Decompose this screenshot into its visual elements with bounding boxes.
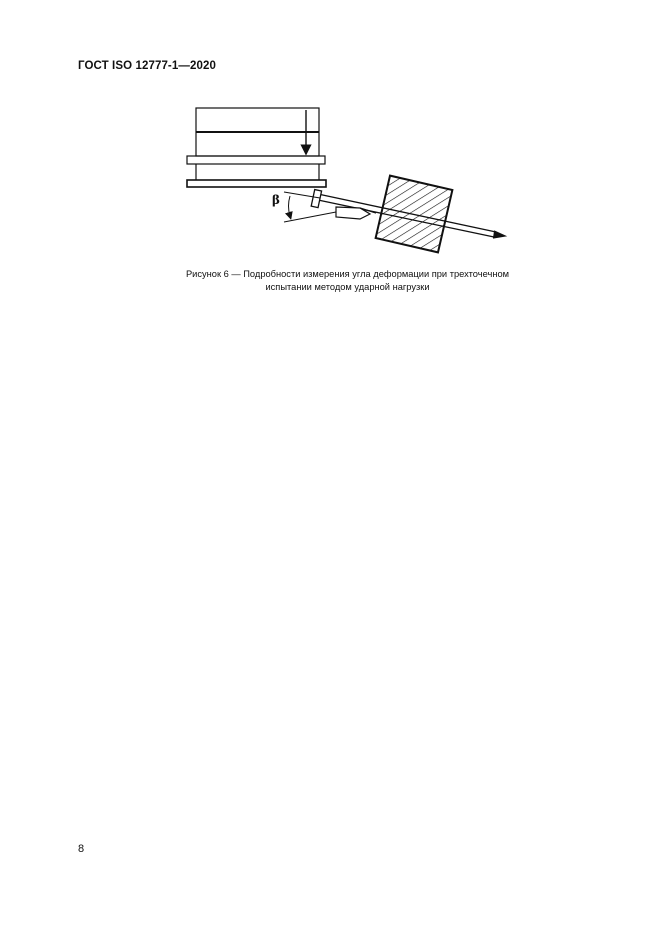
impactor-frame — [187, 108, 326, 187]
deformation-angle-figure — [180, 100, 520, 260]
deformed-segment — [336, 207, 376, 219]
angle-beta-label: β — [272, 193, 280, 207]
page-number: 8 — [78, 843, 85, 855]
figure-caption — [120, 268, 575, 294]
caption-line-1: Рисунок 6 — Подробности измерения угла деформации при трехточечном — [185, 269, 510, 279]
document-header: ГОСТ ISO 12777-1—2020 — [78, 60, 216, 72]
caption-line-2: испытании методом ударной нагрузки — [265, 282, 430, 292]
